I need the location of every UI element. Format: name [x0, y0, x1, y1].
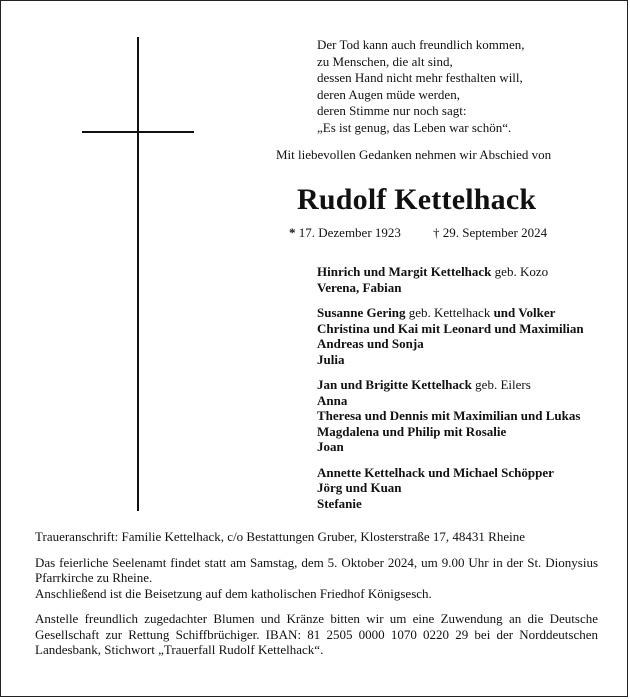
service-info: Das feierliche Seelenamt findet statt am Samstag, dem 5. Oktober 2024, um 9.00 Uhr in der St. Dionysius Pfarrkirche zu Rheine. [35, 554, 598, 585]
family-line: Verena, Fabian [317, 279, 402, 295]
poem-line: „Es ist genug, das Leben war schön“. [317, 119, 512, 135]
cross-icon-bar [82, 131, 194, 133]
family-names: und Volker [493, 305, 556, 320]
notice-details [35, 529, 598, 658]
poem-line: zu Menschen, die alt sind, [317, 53, 453, 69]
poem-line: deren Augen müde werden, [317, 86, 460, 102]
family-line: Joan [317, 439, 344, 454]
birth-date: 17. Dezember 1923 [298, 225, 401, 240]
death-date: 29. September 2024 [442, 225, 548, 240]
family-line: Theresa und Dennis mit Maximilian und Lukas [317, 408, 581, 423]
maiden-name: geb. Eilers [471, 377, 531, 392]
family-names: Susanne Gering [317, 305, 406, 320]
poem-line: dessen Hand nicht mehr festhalten will, [317, 70, 523, 86]
deceased-name: Rudolf Kettelhack [297, 183, 537, 216]
family-line [317, 305, 617, 321]
family-line: Andreas und Sonja [317, 336, 424, 351]
burial-info: Anschließend ist die Beisetzung auf dem katholischen Friedhof Königsesch. [35, 585, 432, 601]
maiden-name: geb. Kozo [491, 264, 549, 279]
family-group [317, 264, 617, 295]
family-line: Christina und Kai mit Leonard und Maximilian [317, 320, 584, 336]
family-names: Hinrich und Margit Kettelhack [317, 264, 492, 279]
cross-icon [137, 37, 139, 511]
mourners-list [317, 264, 617, 521]
family-line [317, 377, 617, 393]
poem-line: Der Tod kann auch freundlich kommen, [317, 37, 525, 52]
family-names: Jan und Brigitte Kettelhack [317, 377, 472, 392]
family-line: Magdalena und Philip mit Rosalie [317, 423, 507, 439]
family-line [317, 264, 617, 280]
family-line: Anna [317, 392, 348, 408]
donation-info: Anstelle freundlich zugedachter Blumen und Kränze bitten wir um eine Zuwendung an die Deutsche Gesellschaft zur Rettung Schiffbrüchiger. IBAN: 81 2505 0000 1070 0220 29 bei der Norddeutschen Landesbank, Stichwort „Trauerfall Rudolf Kettelhack“. [35, 611, 598, 657]
family-group [317, 465, 617, 512]
family-line: Jörg und Kuan [317, 480, 402, 495]
mourning-address: Traueranschrift: Familie Kettelhack, c/o Bestattungen Gruber, Klosterstraße 17, 48431 Rheine [35, 529, 525, 544]
family-line: Annette Kettelhack und Michael Schöpper [317, 464, 554, 480]
poem [317, 37, 607, 137]
maiden-name: geb. Kettelhack [405, 305, 494, 320]
farewell-intro: Mit liebevollen Gedanken nehmen wir Abschied von [276, 147, 552, 162]
death-date-group [433, 225, 547, 241]
born-symbol: * [289, 225, 296, 240]
family-line: Julia [317, 351, 345, 367]
died-symbol: † [433, 225, 440, 240]
family-line: Stefanie [317, 495, 362, 511]
family-group [317, 377, 617, 455]
family-group [317, 305, 617, 367]
poem-line: deren Stimme nur noch sagt: [317, 103, 467, 119]
life-dates [289, 225, 609, 241]
